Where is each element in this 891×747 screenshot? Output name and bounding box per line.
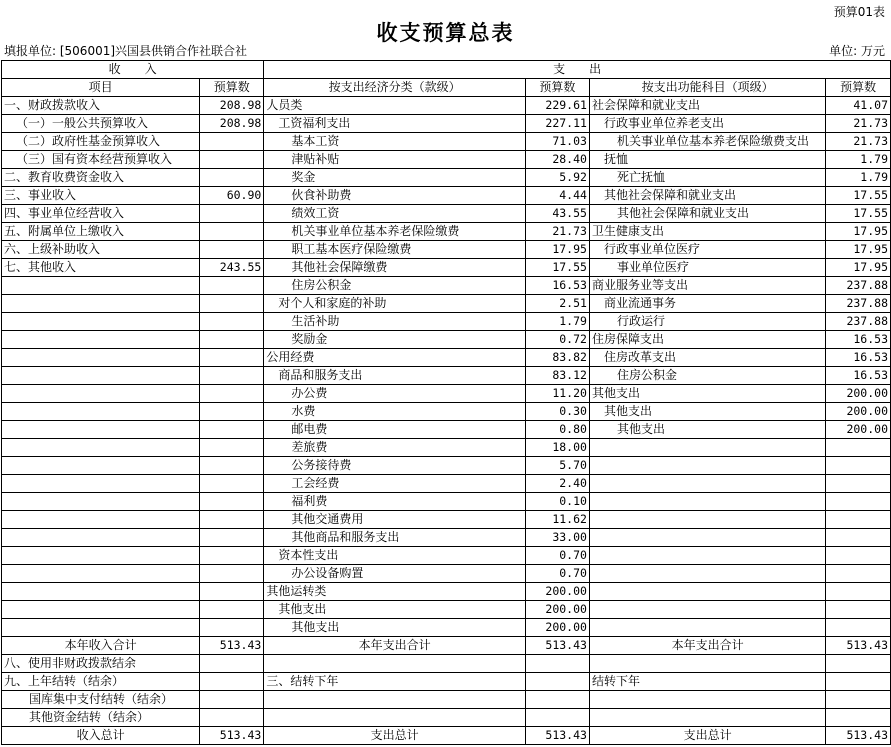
table-row xyxy=(2,529,891,547)
econ-amount: 200.00 xyxy=(525,619,589,637)
econ-item: 人员类 xyxy=(264,97,526,115)
table-row xyxy=(2,349,891,367)
footer-row xyxy=(2,655,891,673)
func-item: 住房改革支出 xyxy=(589,349,825,367)
func-amount xyxy=(826,565,891,583)
year-total-row-func-label: 本年支出合计 xyxy=(589,637,825,655)
year-total-row-econ-value: 513.43 xyxy=(525,637,589,655)
income-item: 七、其他收入 xyxy=(2,259,200,277)
func-amount xyxy=(826,709,891,727)
func-item: 行政事业单位医疗 xyxy=(589,241,825,259)
econ-item: 其他支出 xyxy=(264,601,526,619)
form-number: 预算01表 xyxy=(833,5,885,19)
econ-item: 邮电费 xyxy=(264,421,526,439)
table-row xyxy=(2,133,891,151)
func-item: 住房保障支出 xyxy=(589,331,825,349)
income-amount xyxy=(200,241,264,259)
table-row xyxy=(2,475,891,493)
func-item xyxy=(589,709,825,727)
income-item: 二、教育收费资金收入 xyxy=(2,169,200,187)
income-item: 国库集中支付结转（结余） xyxy=(2,691,200,709)
func-amount xyxy=(826,547,891,565)
econ-amount: 0.72 xyxy=(525,331,589,349)
table-row xyxy=(2,313,891,331)
income-item xyxy=(2,439,200,457)
econ-amount xyxy=(525,655,589,673)
econ-item: 住房公积金 xyxy=(264,277,526,295)
func-item: 行政事业单位养老支出 xyxy=(589,115,825,133)
money-unit: 单位: 万元 xyxy=(829,44,885,58)
income-amount xyxy=(200,331,264,349)
table-row xyxy=(2,331,891,349)
func-item xyxy=(589,583,825,601)
econ-item: 机关事业单位基本养老保险缴费 xyxy=(264,223,526,241)
econ-item: 资本性支出 xyxy=(264,547,526,565)
econ-item xyxy=(264,709,526,727)
income-amount xyxy=(200,601,264,619)
econ-item xyxy=(264,655,526,673)
income-amount xyxy=(200,169,264,187)
econ-amount xyxy=(525,709,589,727)
income-amount xyxy=(200,565,264,583)
func-amount: 16.53 xyxy=(826,349,891,367)
econ-amount xyxy=(525,691,589,709)
income-amount xyxy=(200,511,264,529)
income-item xyxy=(2,313,200,331)
econ-item: 职工基本医疗保险缴费 xyxy=(264,241,526,259)
table-row xyxy=(2,151,891,169)
econ-amount: 43.55 xyxy=(525,205,589,223)
income-amount: 208.98 xyxy=(200,97,264,115)
table-row xyxy=(2,259,891,277)
income-item xyxy=(2,295,200,313)
table-row xyxy=(2,385,891,403)
grand-total-row-econ-label: 支出总计 xyxy=(264,727,526,745)
func-amount xyxy=(826,529,891,547)
func-item: 卫生健康支出 xyxy=(589,223,825,241)
income-amount xyxy=(200,673,264,691)
econ-amount: 11.62 xyxy=(525,511,589,529)
func-amount: 1.79 xyxy=(826,169,891,187)
econ-amount: 5.92 xyxy=(525,169,589,187)
econ-item: 公用经费 xyxy=(264,349,526,367)
income-item xyxy=(2,475,200,493)
func-item: 事业单位医疗 xyxy=(589,259,825,277)
econ-item: 奖励金 xyxy=(264,331,526,349)
econ-amount: 200.00 xyxy=(525,583,589,601)
econ-item: 办公费 xyxy=(264,385,526,403)
econ-item: 其他交通费用 xyxy=(264,511,526,529)
func-item: 其他社会保障和就业支出 xyxy=(589,187,825,205)
func-item xyxy=(589,493,825,511)
income-amount xyxy=(200,277,264,295)
func-amount xyxy=(826,691,891,709)
expense-header: 支 出 xyxy=(264,61,891,79)
econ-amount: 83.12 xyxy=(525,367,589,385)
income-item: （二）政府性基金预算收入 xyxy=(2,133,200,151)
func-amount xyxy=(826,583,891,601)
func-amount: 237.88 xyxy=(826,313,891,331)
econ-item: 水费 xyxy=(264,403,526,421)
econ-amount: 0.10 xyxy=(525,493,589,511)
func-item: 商业流通事务 xyxy=(589,295,825,313)
func-item: 住房公积金 xyxy=(589,367,825,385)
econ-item: 津贴补贴 xyxy=(264,151,526,169)
func-item: 其他支出 xyxy=(589,385,825,403)
func-item xyxy=(589,475,825,493)
econ-item: 基本工资 xyxy=(264,133,526,151)
func-amount xyxy=(826,619,891,637)
income-amount xyxy=(200,655,264,673)
econ-item xyxy=(264,691,526,709)
econ-amount: 18.00 xyxy=(525,439,589,457)
grand-total-row-func-label: 支出总计 xyxy=(589,727,825,745)
econ-item: 其他运转类 xyxy=(264,583,526,601)
func-item xyxy=(589,439,825,457)
func-amount: 16.53 xyxy=(826,367,891,385)
econ-amount: 0.80 xyxy=(525,421,589,439)
income-item: 三、事业收入 xyxy=(2,187,200,205)
econ-amount: 227.11 xyxy=(525,115,589,133)
func-amount xyxy=(826,439,891,457)
func-item: 结转下年 xyxy=(589,673,825,691)
func-item: 其他支出 xyxy=(589,403,825,421)
header-row-1 xyxy=(2,61,891,79)
table-row xyxy=(2,97,891,115)
econ-item: 奖金 xyxy=(264,169,526,187)
year-total-row-func-value: 513.43 xyxy=(826,637,891,655)
income-amount xyxy=(200,619,264,637)
income-item xyxy=(2,331,200,349)
income-item xyxy=(2,277,200,295)
income-item xyxy=(2,511,200,529)
econ-amount: 4.44 xyxy=(525,187,589,205)
year-total-row xyxy=(2,637,891,655)
econ-item: 其他商品和服务支出 xyxy=(264,529,526,547)
col-budget-header: 预算数 xyxy=(200,79,264,97)
grand-total-row-func-value: 513.43 xyxy=(826,727,891,745)
func-item xyxy=(589,565,825,583)
func-amount: 200.00 xyxy=(826,421,891,439)
income-item: 八、使用非财政拨款结余 xyxy=(2,655,200,673)
econ-amount: 0.70 xyxy=(525,547,589,565)
func-amount: 200.00 xyxy=(826,385,891,403)
income-amount: 243.55 xyxy=(200,259,264,277)
func-item xyxy=(589,457,825,475)
income-amount xyxy=(200,421,264,439)
income-item xyxy=(2,403,200,421)
econ-item: 其他支出 xyxy=(264,619,526,637)
func-item: 其他支出 xyxy=(589,421,825,439)
income-item xyxy=(2,529,200,547)
income-item: 四、事业单位经营收入 xyxy=(2,205,200,223)
col-econ-budget-header: 预算数 xyxy=(525,79,589,97)
table-row xyxy=(2,565,891,583)
header-row-2 xyxy=(2,79,891,97)
econ-amount: 2.51 xyxy=(525,295,589,313)
econ-amount: 5.70 xyxy=(525,457,589,475)
grand-total-row-econ-value: 513.43 xyxy=(525,727,589,745)
table-row xyxy=(2,547,891,565)
year-total-row-income-label: 本年收入合计 xyxy=(2,637,200,655)
econ-item: 办公设备购置 xyxy=(264,565,526,583)
income-amount xyxy=(200,583,264,601)
table-row xyxy=(2,277,891,295)
income-amount: 60.90 xyxy=(200,187,264,205)
func-amount: 21.73 xyxy=(826,115,891,133)
econ-amount: 11.20 xyxy=(525,385,589,403)
econ-item: 绩效工资 xyxy=(264,205,526,223)
income-item: 其他资金结转（结余） xyxy=(2,709,200,727)
table-row xyxy=(2,601,891,619)
income-item xyxy=(2,619,200,637)
econ-amount: 1.79 xyxy=(525,313,589,331)
func-amount xyxy=(826,493,891,511)
income-amount xyxy=(200,709,264,727)
table-row xyxy=(2,619,891,637)
income-item xyxy=(2,421,200,439)
func-item xyxy=(589,691,825,709)
year-total-row-income-value: 513.43 xyxy=(200,637,264,655)
income-amount xyxy=(200,295,264,313)
income-amount xyxy=(200,457,264,475)
func-amount: 21.73 xyxy=(826,133,891,151)
income-item xyxy=(2,547,200,565)
income-item xyxy=(2,457,200,475)
func-amount: 237.88 xyxy=(826,277,891,295)
table-row xyxy=(2,241,891,259)
econ-item: 工资福利支出 xyxy=(264,115,526,133)
footer-row xyxy=(2,673,891,691)
table-row xyxy=(2,205,891,223)
income-item: 六、上级补助收入 xyxy=(2,241,200,259)
econ-item: 对个人和家庭的补助 xyxy=(264,295,526,313)
col-econ-header: 按支出经济分类（款级） xyxy=(264,79,526,97)
income-amount xyxy=(200,367,264,385)
income-item xyxy=(2,493,200,511)
income-amount xyxy=(200,349,264,367)
table-row xyxy=(2,169,891,187)
econ-item: 其他社会保障缴费 xyxy=(264,259,526,277)
table-row xyxy=(2,511,891,529)
func-amount: 17.55 xyxy=(826,187,891,205)
econ-amount: 83.82 xyxy=(525,349,589,367)
func-amount: 41.07 xyxy=(826,97,891,115)
func-item: 社会保障和就业支出 xyxy=(589,97,825,115)
income-item xyxy=(2,385,200,403)
econ-amount: 0.70 xyxy=(525,565,589,583)
budget-table-body xyxy=(2,61,891,745)
econ-item: 生活补助 xyxy=(264,313,526,331)
econ-item: 公务接待费 xyxy=(264,457,526,475)
income-item: （三）国有资本经营预算收入 xyxy=(2,151,200,169)
income-item: 五、附属单位上缴收入 xyxy=(2,223,200,241)
income-amount xyxy=(200,475,264,493)
func-item xyxy=(589,655,825,673)
econ-amount: 229.61 xyxy=(525,97,589,115)
func-amount xyxy=(826,511,891,529)
econ-amount: 17.95 xyxy=(525,241,589,259)
income-amount xyxy=(200,223,264,241)
econ-item: 福利费 xyxy=(264,493,526,511)
func-amount: 17.95 xyxy=(826,241,891,259)
col-func-header: 按支出功能科目（项级） xyxy=(589,79,825,97)
income-item: （一）一般公共预算收入 xyxy=(2,115,200,133)
income-amount xyxy=(200,691,264,709)
func-amount: 17.55 xyxy=(826,205,891,223)
income-header: 收 入 xyxy=(2,61,264,79)
table-row xyxy=(2,295,891,313)
func-item: 死亡抚恤 xyxy=(589,169,825,187)
table-row xyxy=(2,115,891,133)
func-amount: 1.79 xyxy=(826,151,891,169)
func-item: 抚恤 xyxy=(589,151,825,169)
income-amount xyxy=(200,547,264,565)
unit-line xyxy=(4,42,885,58)
income-amount xyxy=(200,493,264,511)
income-amount xyxy=(200,205,264,223)
income-amount xyxy=(200,403,264,421)
filing-unit: 填报单位: [506001]兴国县供销合作社联合社 xyxy=(4,44,248,58)
func-amount xyxy=(826,673,891,691)
footer-row xyxy=(2,709,891,727)
func-item xyxy=(589,511,825,529)
income-item xyxy=(2,583,200,601)
func-amount xyxy=(826,475,891,493)
grand-total-row-income-label: 收入总计 xyxy=(2,727,200,745)
econ-amount: 71.03 xyxy=(525,133,589,151)
grand-total-row xyxy=(2,727,891,745)
func-amount: 237.88 xyxy=(826,295,891,313)
table-row xyxy=(2,439,891,457)
income-amount xyxy=(200,439,264,457)
income-amount: 208.98 xyxy=(200,115,264,133)
income-amount xyxy=(200,385,264,403)
page-title: 收支预算总表 xyxy=(376,20,515,45)
income-amount xyxy=(200,133,264,151)
table-row xyxy=(2,367,891,385)
income-item: 一、财政拨款收入 xyxy=(2,97,200,115)
table-row xyxy=(2,421,891,439)
econ-amount: 0.30 xyxy=(525,403,589,421)
col-func-budget-header: 预算数 xyxy=(826,79,891,97)
func-item: 行政运行 xyxy=(589,313,825,331)
col-item-header: 项目 xyxy=(2,79,200,97)
econ-item: 差旅费 xyxy=(264,439,526,457)
income-amount xyxy=(200,313,264,331)
econ-item: 商品和服务支出 xyxy=(264,367,526,385)
table-row xyxy=(2,187,891,205)
grand-total-row-income-value: 513.43 xyxy=(200,727,264,745)
econ-amount: 28.40 xyxy=(525,151,589,169)
func-item: 商业服务业等支出 xyxy=(589,277,825,295)
func-item xyxy=(589,619,825,637)
econ-item: 三、结转下年 xyxy=(264,673,526,691)
econ-amount: 33.00 xyxy=(525,529,589,547)
econ-item: 工会经费 xyxy=(264,475,526,493)
func-amount: 17.95 xyxy=(826,223,891,241)
income-item xyxy=(2,565,200,583)
func-item: 其他社会保障和就业支出 xyxy=(589,205,825,223)
func-amount xyxy=(826,655,891,673)
econ-amount: 16.53 xyxy=(525,277,589,295)
func-item: 机关事业单位基本养老保险缴费支出 xyxy=(589,133,825,151)
table-row xyxy=(2,403,891,421)
income-item: 九、上年结转（结余） xyxy=(2,673,200,691)
econ-amount: 2.40 xyxy=(525,475,589,493)
income-amount xyxy=(200,151,264,169)
func-item xyxy=(589,601,825,619)
func-amount xyxy=(826,457,891,475)
func-item xyxy=(589,547,825,565)
econ-amount xyxy=(525,673,589,691)
table-row xyxy=(2,223,891,241)
year-total-row-econ-label: 本年支出合计 xyxy=(264,637,526,655)
table-row xyxy=(2,457,891,475)
func-amount: 200.00 xyxy=(826,403,891,421)
budget-table xyxy=(1,60,891,745)
func-item xyxy=(589,529,825,547)
econ-amount: 21.73 xyxy=(525,223,589,241)
table-row xyxy=(2,583,891,601)
income-amount xyxy=(200,529,264,547)
table-row xyxy=(2,493,891,511)
footer-row xyxy=(2,691,891,709)
income-item xyxy=(2,349,200,367)
econ-amount: 200.00 xyxy=(525,601,589,619)
econ-amount: 17.55 xyxy=(525,259,589,277)
income-item xyxy=(2,367,200,385)
econ-item: 伙食补助费 xyxy=(264,187,526,205)
func-amount: 16.53 xyxy=(826,331,891,349)
income-item xyxy=(2,601,200,619)
func-amount: 17.95 xyxy=(826,259,891,277)
func-amount xyxy=(826,601,891,619)
